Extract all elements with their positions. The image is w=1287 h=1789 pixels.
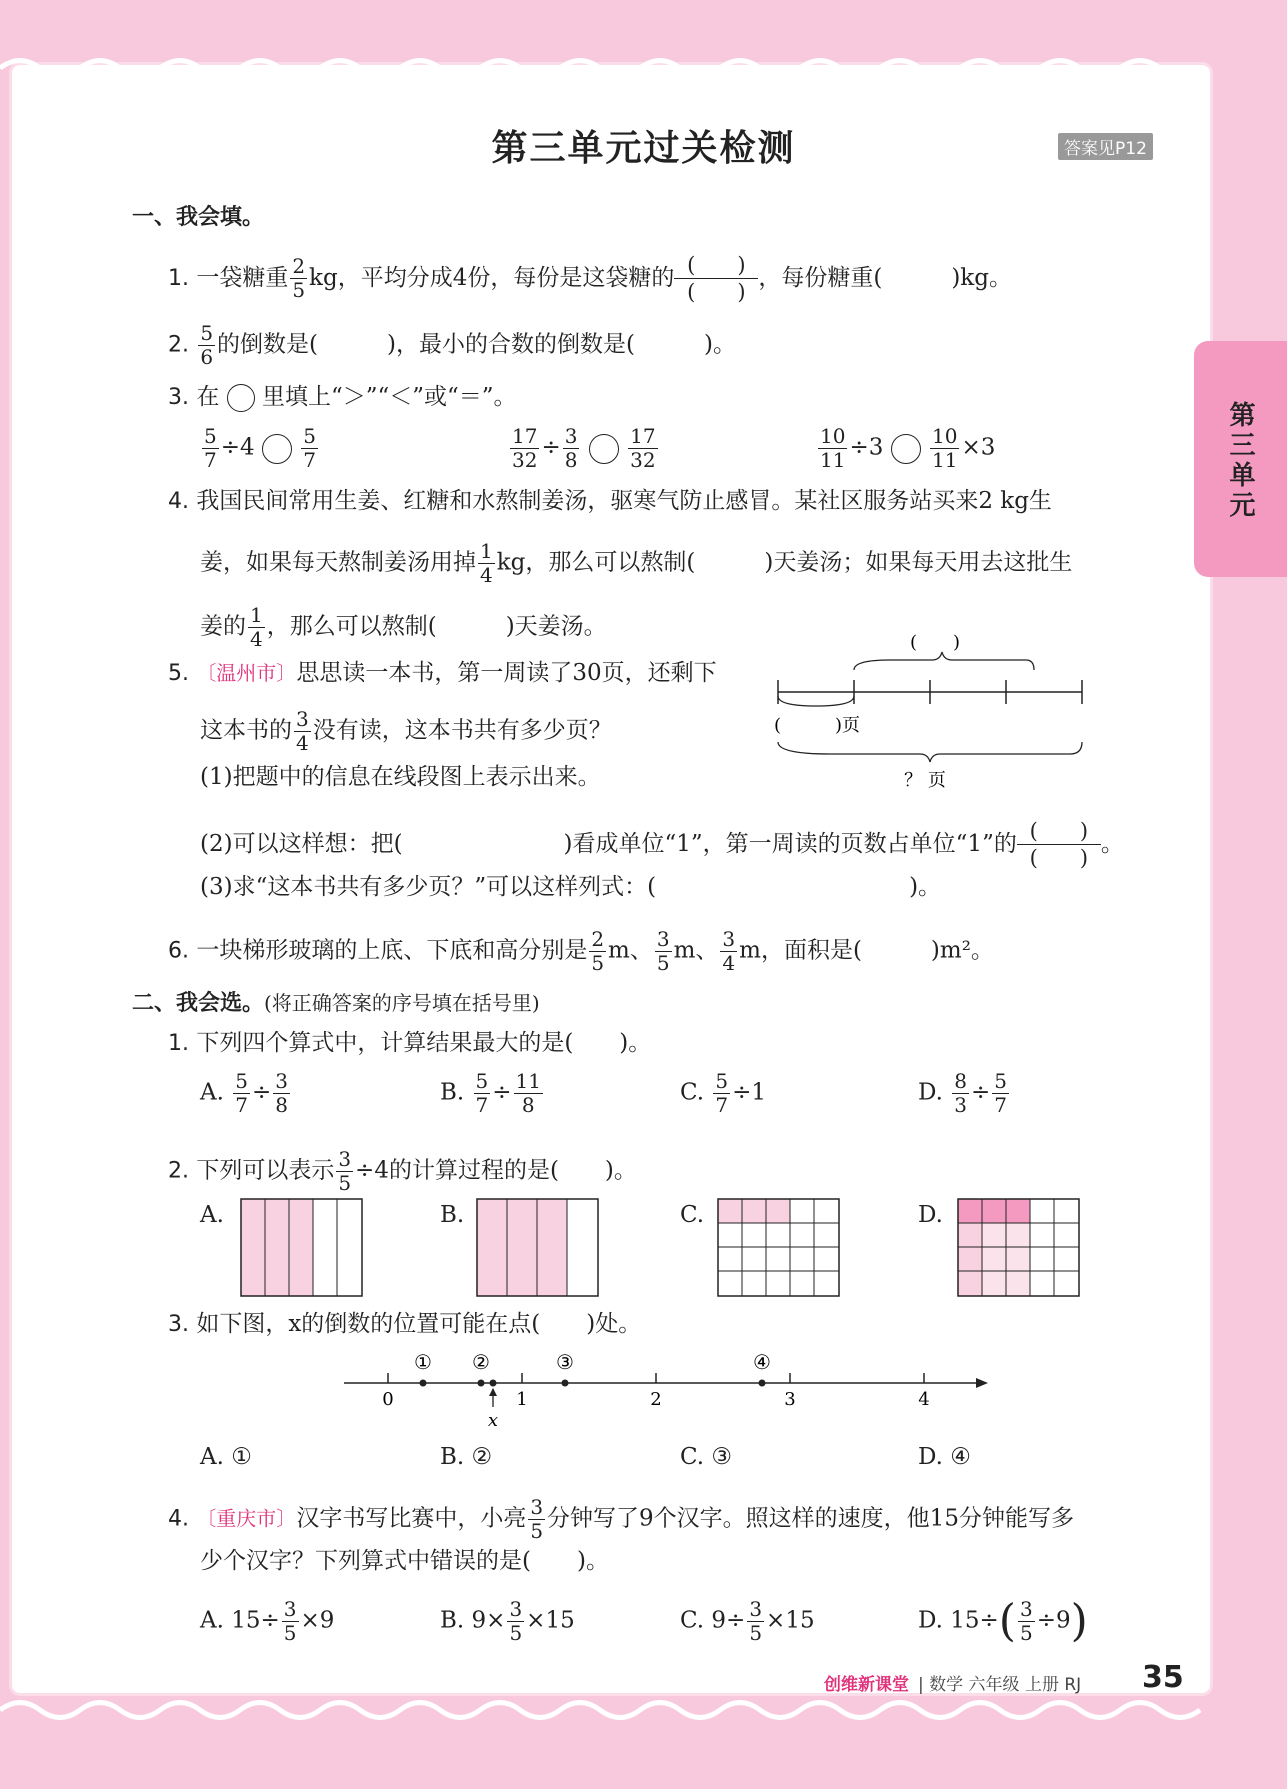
option-d-diagram[interactable] (957, 1198, 1082, 1298)
point-4 (759, 1380, 766, 1387)
question-1-2: 2. $\frac{5}{6}$ 的倒数是( )，最小的合数的倒数是( )。 (168, 321, 736, 369)
left-brace (778, 696, 854, 706)
point-3-label: ③ (556, 1350, 574, 1374)
question-2-4-line2: 少个汉字？下列算式中错误的是( )。 (200, 1548, 609, 1574)
x-label: x (487, 1410, 499, 1431)
region-tag: 〔温州市〕 (196, 661, 297, 685)
footer-brand: 创维新课堂 (824, 1675, 909, 1695)
top-wave-border (0, 48, 1287, 88)
diagram-top-label: ( ) (909, 632, 961, 653)
question-1-5-part1: (1)把题中的信息在线段图上表示出来。 (200, 764, 601, 790)
question-1-4-line2: 姜，如果每天熬制姜汤用掉 $\frac{1}{4}$ kg，那么可以熬制( )天姜汤；如果每天用去这批生 (200, 539, 1073, 587)
region-tag: 〔重庆市〕 (196, 1506, 297, 1531)
tick-4: 4 (918, 1389, 930, 1410)
option-2-2-c-label: C. (680, 1202, 705, 1228)
option-2-2-b-label: B. (440, 1202, 465, 1228)
option-2-3-d[interactable]: D. ④ (918, 1444, 971, 1470)
page-title: 第三单元过关检测 (491, 128, 796, 169)
side-tab-label: 第三单元 (1225, 401, 1255, 521)
segment-diagram (770, 628, 1100, 798)
option-2-3-b[interactable]: B. ② (440, 1444, 493, 1470)
point-2-label: ② (472, 1350, 490, 1374)
point-1-label: ① (414, 1350, 432, 1374)
option-2-4-a[interactable]: A. 15÷ $\frac{3}{5}$ ×9 (200, 1597, 335, 1645)
option-2-1-c[interactable]: C. $\frac{5}{7}$ ÷1 (680, 1069, 767, 1117)
tick-3: 3 (784, 1389, 796, 1410)
diagram-bottom-label: ？ 页 (904, 770, 946, 791)
option-c-diagram[interactable] (717, 1198, 842, 1298)
bottom-wave-border (0, 1690, 1287, 1730)
question-1-5-part3: (3)求“这本书共有多少页？”可以这样列式：( )。 (200, 874, 942, 900)
option-2-4-b[interactable]: B. 9× $\frac{3}{5}$ ×15 (440, 1597, 575, 1645)
option-2-4-c[interactable]: C. 9÷ $\frac{3}{5}$ ×15 (680, 1597, 815, 1645)
question-2-1: 1. 下列四个算式中，计算结果最大的是( )。 (168, 1030, 652, 1056)
footer-info: | 数学 六年级 上册 RJ (918, 1675, 1082, 1695)
tick-2: 2 (650, 1389, 662, 1410)
section2-heading: 二、我会选。(将正确答案的序号填在括号里) (132, 991, 540, 1016)
point-x (490, 1380, 497, 1387)
compare-expr-3: $\frac{10}{11}$ ÷3 $\frac{10}{11}$ ×3 (820, 424, 996, 472)
compare-circle[interactable] (589, 434, 619, 464)
question-2-4: 4. 〔重庆市〕汉字书写比赛中，小亮 $\frac{3}{5}$ 分钟写了9个汉字。照这样的速度，他15分钟能写多 (168, 1495, 1074, 1543)
option-2-3-c[interactable]: C. ③ (680, 1444, 733, 1470)
point-1 (420, 1380, 427, 1387)
question-1-5: 5. 〔温州市〕思思读一本书，第一周读了30页，还剩下 (168, 660, 717, 686)
unit-side-tab (1194, 341, 1287, 577)
question-1-5-part2: (2)可以这样想：把( )看成单位“1”，第一周读的页数占单位“1”的 ( ) ( )。 (200, 819, 1124, 871)
question-1-1: 1. 一袋糖重 $\frac{2}{5}$ kg，平均分成4份，每份是这袋糖的 ( ) ( )，每份糖重( )kg。 (168, 253, 1012, 305)
option-2-4-d[interactable]: D. 15÷( $\frac{3}{5}$ ÷9) (918, 1595, 1088, 1647)
answer-reference-badge: 答案见P12 (1058, 133, 1153, 160)
compare-expr-2: $\frac{17}{32}$ ÷ $\frac{3}{8}$ $\frac{17}{32}$ (512, 424, 656, 472)
answer-fraction-blank[interactable]: ( ) ( ) (1017, 818, 1101, 872)
point-2 (478, 1380, 485, 1387)
option-2-2-a-label: A. (200, 1202, 224, 1228)
question-2-2: 2. 下列可以表示 $\frac{3}{5}$ ÷4的计算过程的是( )。 (168, 1147, 637, 1195)
option-2-3-a[interactable]: A. ① (200, 1444, 252, 1470)
compare-circle[interactable] (891, 434, 921, 464)
circle-blank-icon (227, 384, 255, 412)
number-line (340, 1345, 1000, 1435)
option-2-1-d[interactable]: D. $\frac{8}{3}$ ÷ $\frac{5}{7}$ (918, 1069, 1007, 1117)
compare-expr-1: $\frac{5}{7}$ ÷4 $\frac{5}{7}$ (204, 424, 316, 472)
option-a-diagram[interactable] (240, 1198, 365, 1298)
tick-1: 1 (516, 1389, 528, 1410)
question-1-6: 6. 一块梯形玻璃的上底、下底和高分别是 $\frac{2}{5}$ m、 $\frac{3}{5}$ m、 $\frac{3}{4}$ m，面积是( )m²。 (168, 927, 994, 975)
bottom-brace (778, 742, 1082, 762)
option-2-2-d-label: D. (918, 1202, 943, 1228)
tick-0: 0 (382, 1389, 394, 1410)
question-1-5-line2: 这本书的 $\frac{3}{4}$ 没有读，这本书共有多少页？ (200, 707, 612, 755)
page-number: 35 (1142, 1660, 1184, 1695)
section1-heading: 一、我会填。 (132, 205, 265, 230)
question-1-3: 3. 在 里填上“＞”“＜”或“＝”。 (168, 384, 517, 410)
answer-fraction-blank[interactable]: ( ) ( ) (674, 252, 758, 306)
point-3 (562, 1380, 569, 1387)
point-4-label: ④ (753, 1350, 771, 1374)
option-2-1-b[interactable]: B. $\frac{5}{7}$ ÷ $\frac{11}{8}$ (440, 1069, 541, 1117)
question-2-3: 3. 如下图，x的倒数的位置可能在点( )处。 (168, 1311, 642, 1337)
question-1-4: 4. 我国民间常用生姜、红糖和水熬制姜汤，驱寒气防止感冒。某社区服务站买来2 kg生 (168, 488, 1052, 514)
diagram-left-label: ( )页 (774, 715, 861, 736)
option-2-1-a[interactable]: A. $\frac{5}{7}$ ÷ $\frac{3}{8}$ (200, 1069, 288, 1117)
option-b-diagram[interactable] (476, 1198, 601, 1298)
top-brace (854, 652, 1034, 670)
question-1-4-line3: 姜的 $\frac{1}{4}$ ，那么可以熬制( )天姜汤。 (200, 603, 607, 651)
compare-circle[interactable] (262, 434, 292, 464)
axis-arrow (976, 1378, 988, 1388)
